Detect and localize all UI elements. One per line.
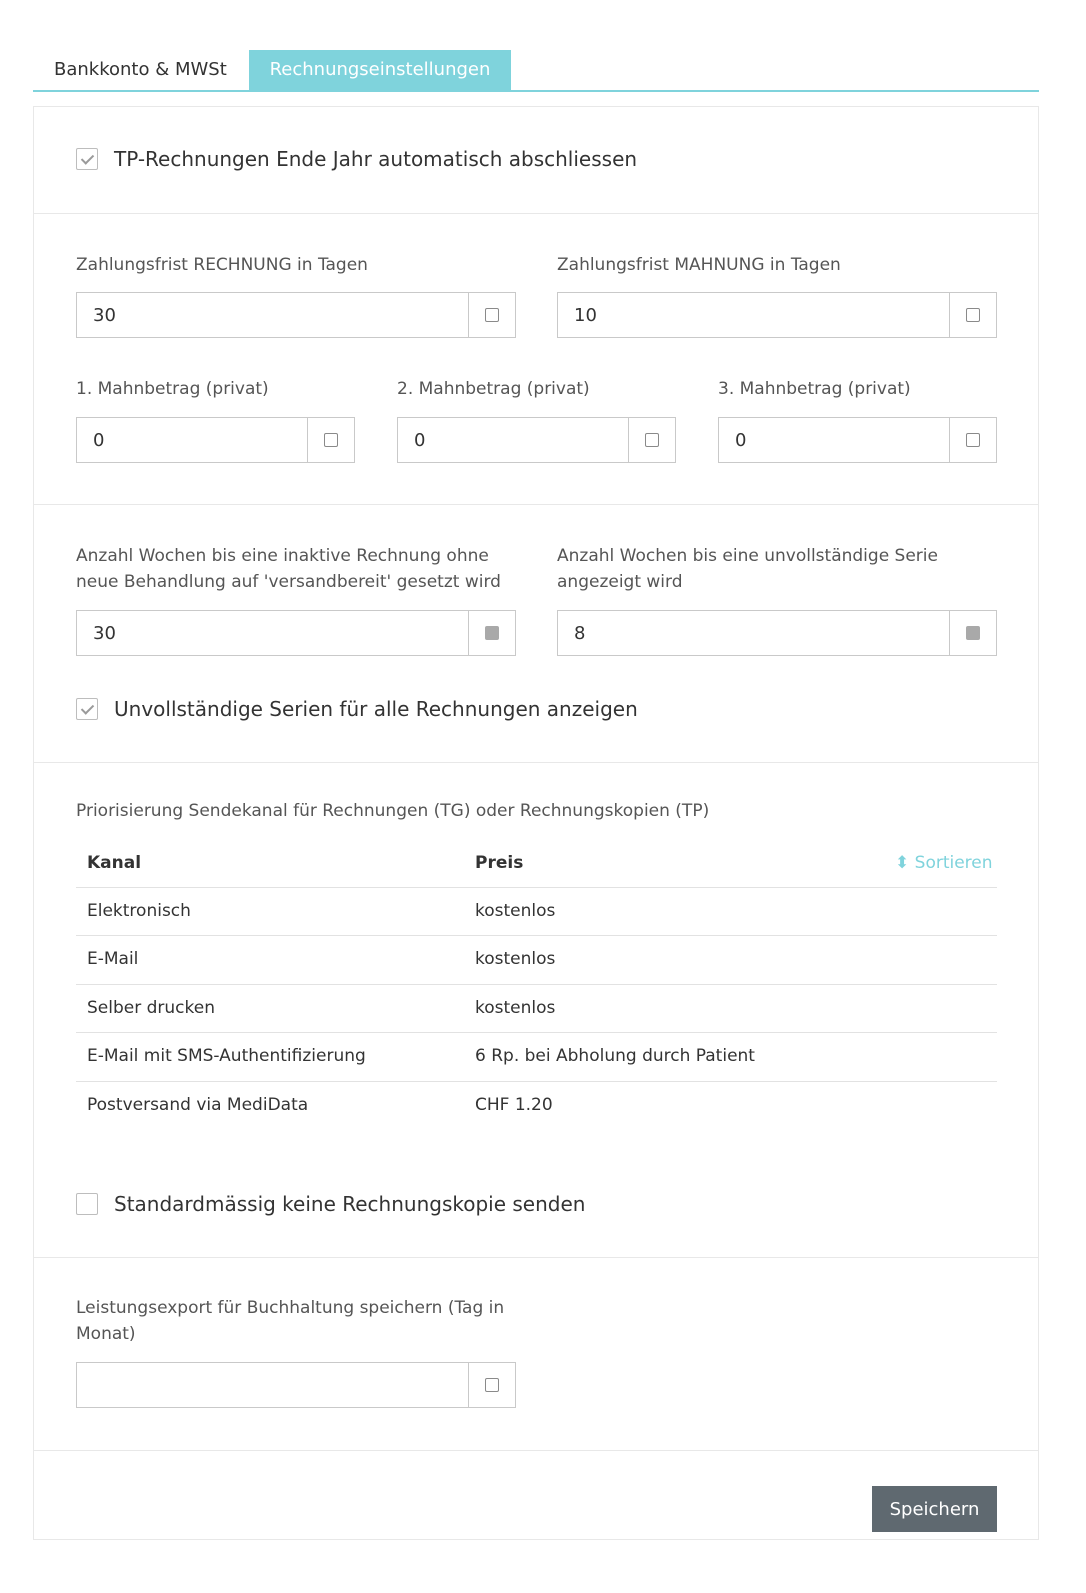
mahnbetrag-3-addon[interactable] bbox=[949, 418, 996, 462]
table-row-kanal[interactable]: Selber drucken bbox=[87, 998, 215, 1018]
section-divider bbox=[34, 213, 1038, 214]
mahnbetrag-3-label: 3. Mahnbetrag (privat) bbox=[718, 379, 911, 399]
table-divider bbox=[76, 887, 997, 888]
mahnung-frist-label: Zahlungsfrist MAHNUNG in Tagen bbox=[557, 255, 841, 275]
export-day-input[interactable] bbox=[77, 1363, 470, 1407]
column-header-preis: Preis bbox=[475, 853, 524, 873]
mahnbetrag-1-field bbox=[76, 417, 355, 463]
mahnbetrag-2-input[interactable] bbox=[398, 418, 630, 462]
square-icon bbox=[645, 433, 659, 447]
mahnung-frist-input[interactable] bbox=[558, 293, 951, 337]
mahnbetrag-2-label: 2. Mahnbetrag (privat) bbox=[397, 379, 590, 399]
square-icon bbox=[485, 308, 499, 322]
sort-button[interactable] bbox=[895, 853, 993, 873]
auto-close-checkbox[interactable] bbox=[76, 148, 98, 170]
mahnbetrag-3-field bbox=[718, 417, 997, 463]
incomplete-weeks-input[interactable] bbox=[558, 611, 951, 655]
sort-icon: ⬍ bbox=[895, 853, 910, 873]
table-row-kanal[interactable]: Postversand via MediData bbox=[87, 1095, 309, 1115]
square-icon bbox=[966, 308, 980, 322]
incomplete-weeks-label bbox=[557, 543, 938, 595]
table-row-preis: kostenlos bbox=[475, 949, 556, 969]
incomplete-weeks-label-line1: Anzahl Wochen bis eine unvollständige Serie bbox=[557, 546, 938, 566]
table-row-kanal[interactable]: E-Mail mit SMS-Authentifizierung bbox=[87, 1046, 366, 1066]
mahnung-frist-addon[interactable] bbox=[949, 293, 996, 337]
table-divider bbox=[76, 1081, 997, 1082]
column-header-kanal: Kanal bbox=[87, 853, 142, 873]
table-divider bbox=[76, 1032, 997, 1033]
table-row-kanal[interactable]: Elektronisch bbox=[87, 901, 191, 921]
table-row-preis: kostenlos bbox=[475, 998, 556, 1018]
rechnung-frist-input[interactable] bbox=[77, 293, 470, 337]
settings-panel bbox=[33, 106, 1039, 1540]
inactive-weeks-addon[interactable] bbox=[468, 611, 515, 655]
rechnung-frist-label: Zahlungsfrist RECHNUNG in Tagen bbox=[76, 255, 368, 275]
tab-bankkonto-mwst[interactable]: Bankkonto & MWSt bbox=[54, 59, 227, 80]
filled-square-icon bbox=[485, 626, 499, 640]
export-day-addon[interactable] bbox=[468, 1363, 515, 1407]
filled-square-icon bbox=[966, 626, 980, 640]
save-button[interactable]: Speichern bbox=[872, 1486, 997, 1532]
mahnbetrag-1-addon[interactable] bbox=[307, 418, 354, 462]
tab-bar bbox=[33, 50, 1039, 92]
inactive-weeks-label-line2: neue Behandlung auf 'versandbereit' gesetzt wird bbox=[76, 572, 501, 592]
table-row-preis: 6 Rp. bei Abholung durch Patient bbox=[475, 1046, 755, 1066]
section-divider bbox=[34, 762, 1038, 763]
export-label-line1: Leistungsexport für Buchhaltung speichern (Tag in bbox=[76, 1298, 505, 1318]
export-day-field bbox=[76, 1362, 516, 1408]
inactive-weeks-input[interactable] bbox=[77, 611, 470, 655]
inactive-weeks-label-line1: Anzahl Wochen bis eine inaktive Rechnung ohne bbox=[76, 546, 489, 566]
section-divider bbox=[34, 1450, 1038, 1451]
channel-priority-title: Priorisierung Sendekanal für Rechnungen (TG) oder Rechnungskopien (TP) bbox=[76, 801, 710, 821]
show-incomplete-label: Unvollständige Serien für alle Rechnungen anzeigen bbox=[114, 697, 638, 721]
table-row-kanal[interactable]: E-Mail bbox=[87, 949, 139, 969]
rechnung-frist-field bbox=[76, 292, 516, 338]
export-label bbox=[76, 1295, 504, 1347]
table-row-preis: kostenlos bbox=[475, 901, 556, 921]
section-divider bbox=[34, 1257, 1038, 1258]
auto-close-label: TP-Rechnungen Ende Jahr automatisch abschliessen bbox=[114, 147, 638, 171]
mahnbetrag-2-field bbox=[397, 417, 676, 463]
tab-rechnungseinstellungen[interactable]: Rechnungseinstellungen bbox=[249, 50, 511, 90]
incomplete-weeks-addon[interactable] bbox=[949, 611, 996, 655]
square-icon bbox=[324, 433, 338, 447]
mahnbetrag-1-label: 1. Mahnbetrag (privat) bbox=[76, 379, 269, 399]
mahnbetrag-2-addon[interactable] bbox=[628, 418, 675, 462]
export-label-line2: Monat) bbox=[76, 1324, 136, 1344]
mahnbetrag-1-input[interactable] bbox=[77, 418, 309, 462]
mahnung-frist-field bbox=[557, 292, 997, 338]
table-row-preis: CHF 1.20 bbox=[475, 1095, 553, 1115]
rechnung-frist-addon[interactable] bbox=[468, 293, 515, 337]
square-icon bbox=[966, 433, 980, 447]
table-divider bbox=[76, 984, 997, 985]
section-divider bbox=[34, 504, 1038, 505]
sort-label: Sortieren bbox=[914, 853, 993, 873]
incomplete-weeks-field bbox=[557, 610, 997, 656]
no-copy-checkbox[interactable] bbox=[76, 1193, 98, 1215]
mahnbetrag-3-input[interactable] bbox=[719, 418, 951, 462]
incomplete-weeks-label-line2: angezeigt wird bbox=[557, 572, 683, 592]
show-incomplete-checkbox[interactable] bbox=[76, 698, 98, 720]
inactive-weeks-label bbox=[76, 543, 501, 595]
no-copy-label: Standardmässig keine Rechnungskopie senden bbox=[114, 1192, 586, 1216]
table-divider bbox=[76, 935, 997, 936]
inactive-weeks-field bbox=[76, 610, 516, 656]
square-icon bbox=[485, 1378, 499, 1392]
